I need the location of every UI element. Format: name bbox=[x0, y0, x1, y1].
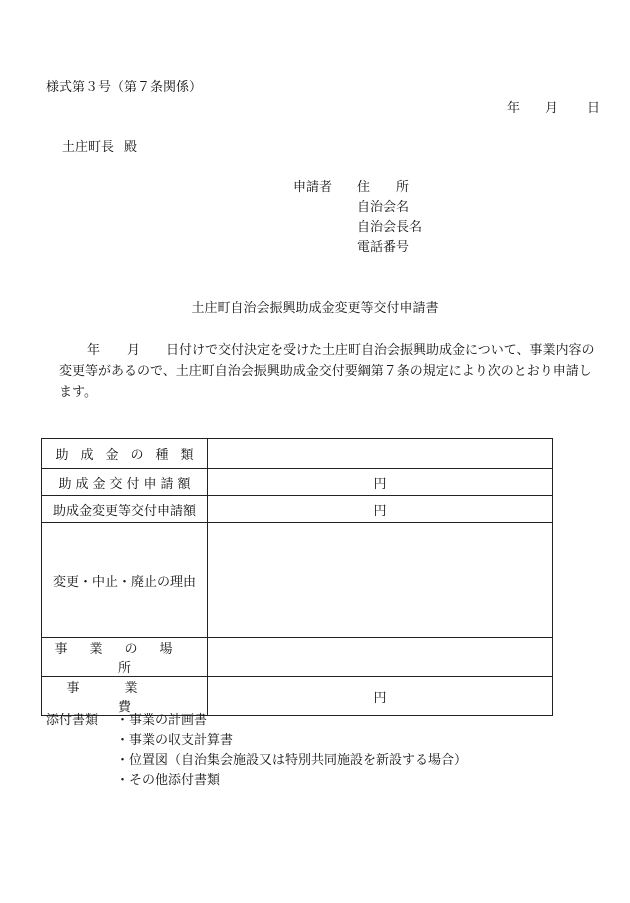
table-row bbox=[42, 439, 553, 469]
table-row bbox=[42, 677, 553, 716]
attachment-item: ・事業の計画書 bbox=[116, 713, 208, 728]
row-label-project-cost: 事業費 bbox=[42, 677, 208, 716]
date-year: 年 bbox=[507, 101, 521, 116]
applicant-block bbox=[293, 180, 422, 260]
row-value-application-amount[interactable]: 円 bbox=[208, 469, 553, 496]
addressee-name: 土庄町長 bbox=[62, 140, 115, 155]
attachment-item: ・事業の収支計算書 bbox=[116, 733, 234, 748]
association-leader-row bbox=[293, 220, 422, 240]
phone-label: 電話番号 bbox=[357, 240, 410, 255]
date-month: 月 bbox=[545, 101, 559, 116]
row-label-change-reason: 変更・中止・廃止の理由 bbox=[42, 523, 208, 638]
addressee bbox=[62, 140, 137, 156]
document-title: 土庄町自治会振興助成金変更等交付申請書 bbox=[191, 301, 439, 316]
row-value-project-location[interactable] bbox=[208, 638, 553, 677]
document-body bbox=[59, 340, 604, 403]
addressee-honorific: 殿 bbox=[124, 140, 138, 155]
body-text: 日付けで交付決定を受けた土庄町自治会振興助成金について、事業内容の変更等があるので、土庄町自治会振興助成金交付要綱第７条の規定により次のとおり申請します。 bbox=[59, 343, 595, 400]
attachment-row bbox=[46, 713, 467, 733]
phone-row bbox=[293, 240, 422, 260]
address-label: 住 所 bbox=[357, 180, 410, 195]
attachment-row bbox=[46, 733, 467, 753]
association-name-label: 自治会名 bbox=[357, 200, 410, 215]
date-line bbox=[507, 101, 600, 117]
applicant-address-row bbox=[293, 180, 422, 200]
applicant-title: 申請者 bbox=[293, 180, 333, 195]
row-value-grant-type[interactable] bbox=[208, 439, 553, 469]
form-number: 様式第３号（第７条関係） bbox=[46, 80, 203, 95]
row-label-changed-amount: 助成金変更等交付申請額 bbox=[42, 496, 208, 523]
body-month: 月 bbox=[127, 343, 141, 358]
row-value-change-reason[interactable] bbox=[208, 523, 553, 638]
application-table bbox=[41, 438, 553, 716]
attachment-row bbox=[46, 753, 467, 773]
attachment-row bbox=[46, 773, 467, 793]
table-row bbox=[42, 496, 553, 523]
row-value-changed-amount[interactable]: 円 bbox=[208, 496, 553, 523]
attachments-block bbox=[46, 713, 467, 793]
table-row bbox=[42, 638, 553, 677]
date-day: 日 bbox=[587, 101, 601, 116]
attachments-label: 添付書類 bbox=[46, 713, 99, 728]
attachment-item: ・その他添付書類 bbox=[116, 773, 221, 788]
row-label-application-amount: 助成金交付申請額 bbox=[42, 469, 208, 496]
row-label-project-location: 事業の場所 bbox=[42, 638, 208, 677]
row-value-project-cost[interactable]: 円 bbox=[208, 677, 553, 716]
association-name-row bbox=[293, 200, 422, 220]
table-row bbox=[42, 523, 553, 638]
row-label-grant-type: 助成金の種類 bbox=[42, 439, 208, 469]
attachment-item: ・位置図（自治集会施設又は特別共同施設を新設する場合） bbox=[116, 753, 468, 768]
body-year: 年 bbox=[87, 343, 101, 358]
table-row bbox=[42, 469, 553, 496]
association-leader-label: 自治会長名 bbox=[357, 220, 423, 235]
